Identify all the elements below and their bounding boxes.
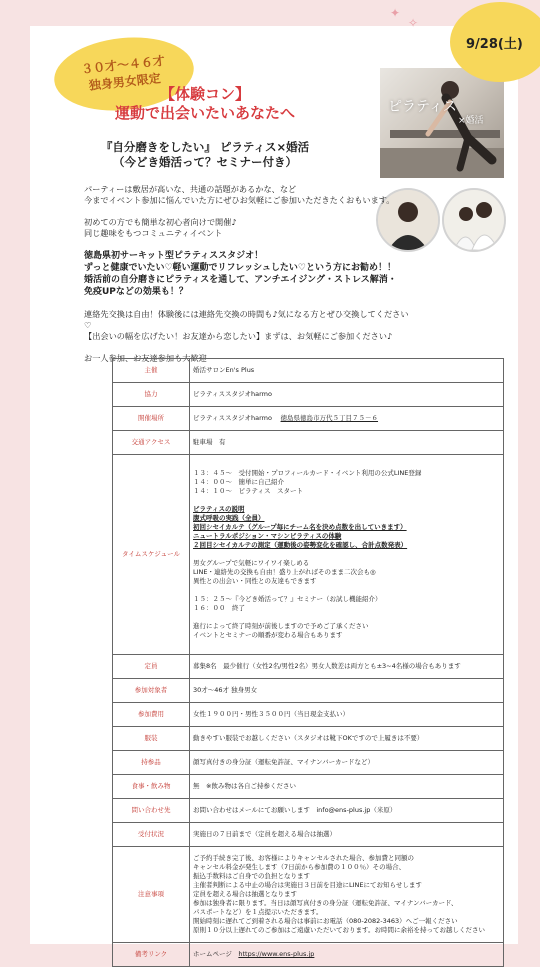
table-row: [113, 799, 504, 823]
schedule-line: 進行によって終了時刻が前後しますので予めご了承ください: [193, 622, 369, 630]
schedule-line: ピラティスの説明: [193, 505, 245, 513]
schedule-line: 初回シセイカルテ（グループ毎にチーム名を決め点数を出していきます）: [193, 523, 407, 531]
row-value: 動きやすい服装でお越しください（スタジオは靴下OKですので上履きは不要）: [190, 727, 504, 751]
row-label: 備考リンク: [113, 943, 190, 967]
table-row: [113, 847, 504, 943]
table-row: [113, 655, 504, 679]
photo-sublabel: ×婚活: [458, 116, 484, 126]
note-line: パスポートなど）を１点提示いただきます。: [193, 908, 323, 916]
intro-highlight: 免疫UPなどの効果も！？: [84, 287, 188, 297]
homepage-link[interactable]: https://www.ens-plus.jp: [238, 950, 315, 958]
schedule-line: イベントとセミナーの順番が変わる場合もあります: [193, 631, 343, 639]
intro-highlight: 徳島県初サーキット型ピラティススタジオ！: [84, 251, 264, 261]
event-subtitle-note: （今どき婚活って？セミナー付き）: [113, 155, 297, 169]
intro-line: 今までイベント参加に悩んでいた方にぜひお気軽にご参加いただきたくおもいます。: [84, 195, 395, 205]
schedule-line: 腹式呼吸の実践（全員）: [193, 514, 265, 522]
intro-line: パーティーは敷居が高いな、共通の話題があるかな、など: [84, 184, 297, 194]
intro-line: お一人参加、お友達参加も大歓迎: [84, 353, 207, 363]
pilates-photo: [380, 68, 504, 178]
people-icon: [444, 190, 504, 250]
row-label: 開催場所: [113, 407, 190, 431]
table-row: [113, 727, 504, 751]
sparkle-icon: ✧: [408, 16, 419, 30]
row-value: [190, 407, 504, 431]
schedule-line: １４：１０～ ピラティス スタート: [193, 487, 303, 495]
badge-target: 独身男女限定: [88, 71, 162, 93]
row-value: 30才～46才 独身男女: [190, 679, 504, 703]
table-row: [113, 431, 504, 455]
note-line: 参加は独身者に限ります。当日は顔写真付きの身分証（運転免許証、マイナンバーカード、: [193, 899, 458, 907]
row-value: 実施日の７日前まで（定員を超える場合は抽選）: [190, 823, 504, 847]
table-row: [113, 703, 504, 727]
row-label: 注意事項: [113, 847, 190, 943]
event-date: 9/28(土): [466, 36, 523, 52]
row-value: 女性１９００円・男性３５００円（当日現金支払い）: [190, 703, 504, 727]
event-tagline: 運動で出会いたいあなたへ: [114, 104, 295, 122]
schedule-line: ニュートラルポジション・マシンピラティスの体験: [193, 532, 342, 540]
notes-value: [190, 847, 504, 943]
row-label: 参加対象者: [113, 679, 190, 703]
table-row: [113, 943, 504, 967]
event-details-table: [112, 358, 504, 967]
table-row: [113, 359, 504, 383]
row-value: 駐車場 有: [190, 431, 504, 455]
venue-address-link[interactable]: 徳島県徳島市万代５丁目７５－６: [280, 414, 379, 422]
staff-avatar: [442, 188, 506, 252]
event-title: 【体験コン】: [159, 85, 250, 103]
photo-label: ピラティス: [388, 99, 457, 115]
intro-line: 同じ趣味をもつコミュニティイベント: [84, 228, 223, 238]
row-value: ピラティススタジオharmo: [190, 383, 504, 407]
intro-line: 初めての方でも簡単な初心者向けで開催♪: [84, 217, 237, 227]
schedule-line: １５：２５～『今どき婚活って？』セミナー（お試し機能紹介）: [193, 595, 382, 603]
row-label: 主催: [113, 359, 190, 383]
venue-name: ピラティススタジオharmo: [193, 414, 272, 422]
intro-highlight: ずっと健康でいたい♡軽い運動でリフレッシュしたい♡という方にお勧め！！: [84, 263, 396, 273]
row-value: [190, 943, 504, 967]
row-label: 交通アクセス: [113, 431, 190, 455]
schedule-value: [190, 455, 504, 655]
schedule-line: １４：００～ 簡単に自己紹介: [193, 478, 284, 486]
note-line: 開始時刻に遅れてご到着される場合は事前にお電話（080-2082-3463）へご一報ください: [193, 917, 458, 925]
intro-line: 【出会いの幅を広げたい！お友達から恋したい】まずは、お気軽にご参加ください♪: [84, 331, 393, 341]
row-value: 募集8名 最少催行（女性2名/男性2名）男女人数差は両方とも±3~4名様の場合もあります: [190, 655, 504, 679]
table-row: [113, 407, 504, 431]
note-line: 主催者判断による中止の場合は実施日３日前を目途にLINEにてお知らせします: [193, 881, 422, 889]
date-badge: [450, 2, 540, 82]
pilates-figure-icon: [380, 68, 504, 178]
event-flyer: [30, 6, 518, 958]
row-label: タイムスケジュール: [113, 455, 190, 655]
row-label: 服装: [113, 727, 190, 751]
schedule-line: １６：００ 終了: [193, 604, 245, 612]
table-row: [113, 383, 504, 407]
schedule-line: ２回目シセイカルテの測定（運動後の姿勢変化を確認し、合計点数発表）: [193, 541, 408, 549]
row-label: 定員: [113, 655, 190, 679]
note-line: ご予約手続き完了後、お客様によりキャンセルされた場合、参加費と同額の: [193, 854, 414, 862]
row-value: 婚活サロンEn's Plus: [190, 359, 504, 383]
row-label: 受付状況: [113, 823, 190, 847]
schedule-line: 男女グループで気軽にワイワイ楽しめる: [193, 559, 310, 567]
note-line: 定員を超える場合は抽選となります: [193, 890, 297, 898]
schedule-line: LINE・連絡先の交換も自由！盛り上がればそのまま二次会も◎: [193, 568, 376, 576]
table-row: [113, 823, 504, 847]
row-value: 顔写真付きの身分証（運転免許証、マイナンバーカードなど）: [190, 751, 504, 775]
schedule-line: 異性との出会い・同性との友達もできます: [193, 577, 317, 585]
row-label: 問い合わせ先: [113, 799, 190, 823]
schedule-line: １３：４５～ 受付開始・プロフィールカード・イベント利用の公式LINE登録: [193, 469, 422, 477]
row-label: 食事・飲み物: [113, 775, 190, 799]
note-line: 振込手数料はご自身での負担となります: [193, 872, 310, 880]
row-label: 協力: [113, 383, 190, 407]
homepage-label: ホームページ: [193, 950, 239, 958]
badge-age: ３０才～４６才: [80, 53, 166, 77]
intro-highlight: 婚活前の自分磨きにピラティスを通して、アンチエイジング・ストレス解消・: [84, 275, 397, 285]
row-value: お問い合わせはメールにてお願いします info@ens-plus.jp（米原）: [190, 799, 504, 823]
intro-line: 連絡先交換は自由！体験後には連絡先交換の時間も♪気になる方とぜひ交換してください♡: [84, 309, 409, 330]
row-label: 持参品: [113, 751, 190, 775]
table-row: [113, 455, 504, 655]
sparkle-icon: ✦: [390, 6, 401, 20]
table-row: [113, 775, 504, 799]
event-subtitle: 『自分磨きをしたい』 ピラティス×婚活: [100, 140, 310, 154]
event-introduction: [84, 184, 414, 364]
row-label: 参加費用: [113, 703, 190, 727]
row-value: 無 ※飲み物は各自ご持参ください: [190, 775, 504, 799]
table-row: [113, 751, 504, 775]
note-line: キャンセル料金が発生します（7日前から参加費の１００％）その場合、: [193, 863, 406, 871]
table-row: [113, 679, 504, 703]
note-line: 原則１０分以上遅れてのご参加はご遠慮いただいております。お時間に余裕を持ってお越しください: [193, 926, 485, 934]
